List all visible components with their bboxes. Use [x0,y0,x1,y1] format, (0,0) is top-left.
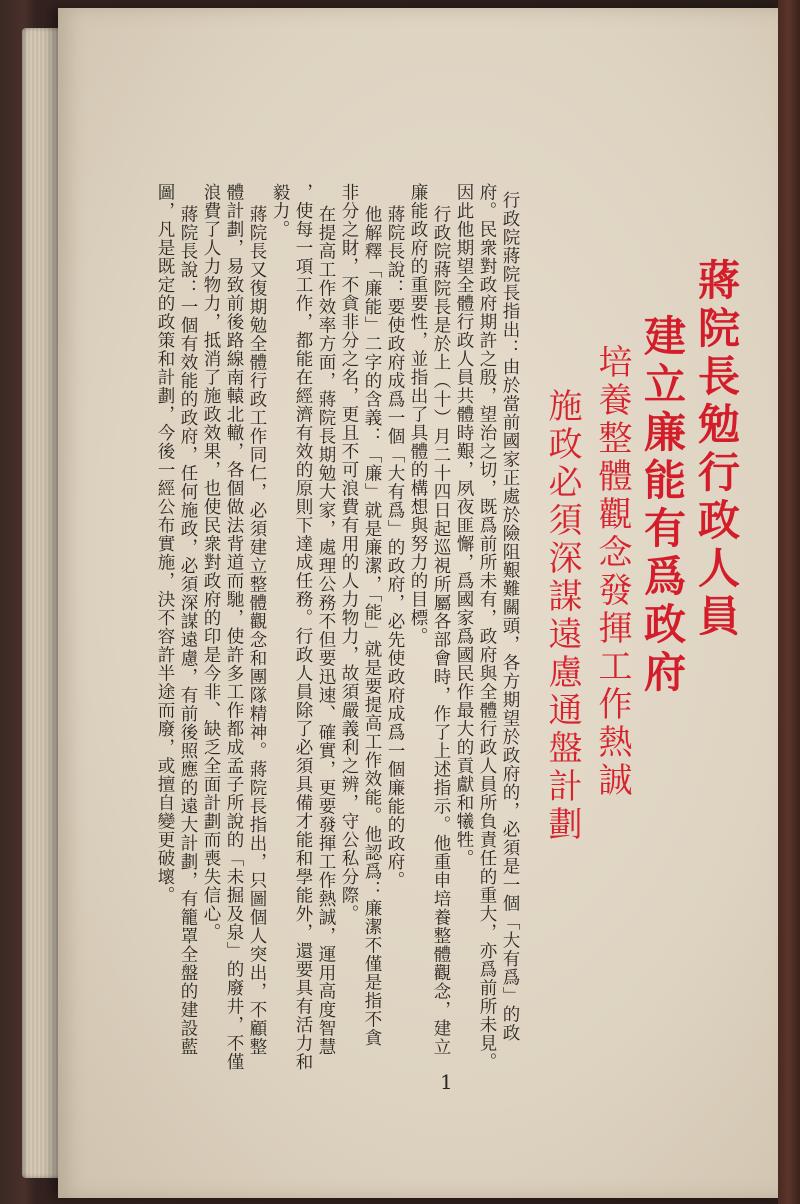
title-line-1: 蔣院長勉行政人員 [692,258,741,642]
body-column: 蔣院長又復期勉全體行政工作同仁，必須建立整體觀念和團隊精神。蔣院長指出，只圖個人突出，不顧整 [247,205,267,1056]
body-column: 他解釋「廉能」二字的含義：「廉」就是廉潔，「能」就是要提高工作效能。他認爲：廉潔不僅是指不貪 [362,205,382,1048]
body-column: 行政院蔣院長指出：由於當前國家正處於險阻艱難關頭，各方期望於政府的，必須是一個「大有爲」的政 [500,191,520,1042]
body-column: 廉能政府的重要性，並指出了具體的構想與努力的目標。 [408,183,428,646]
title-line-2: 建立廉能有爲政府 [638,314,687,698]
body-column: ，使每一項工作，都能在經濟有效的原則下達成任務。行政人員除了必須具備才能和學能外，還要具有活力和 [293,183,313,1071]
body-column: 毅力。 [270,183,290,239]
body-column: 蔣院長說：一個有效能的政府，任何施政，必須深謀遠慮，有前後照應的遠大計劃，有籠罩全盤的建設藍 [178,205,198,1056]
body-column: 府。民衆對政府期許之殷，望治之切，既爲前所未有，政府與全體行政人員所負責任的重大，亦爲前所未見。 [477,183,497,1071]
body-column: 行政院蔣院長是於上（十）月二十四日起巡視所屬各部會時，作了上述指示。他重申培養整體觀念，建立 [431,205,451,1056]
body-column: 圖，凡是既定的政策和計劃，今後一經公布實施，決不容許半途而廢，或擅自變更破壞。 [155,183,175,905]
subtitle-line-1: 培養整體觀念發揮工作熱誠 [592,344,632,800]
body-column: 在提高工作效率方面，蔣院長期勉大家，處理公務不但要迅速、確實，更要發揮工作熱誠，運用高度智慧 [316,205,336,1056]
stacked-page-edges [22,28,62,1178]
book-page [58,8,780,1198]
body-column: 浪費了人力物力，抵消了施政效果，也使民衆對政府的印是今非、缺乏全面計劃而喪失信心。 [201,183,221,942]
subtitle-line-2: 施政必須深謀遠慮通盤計劃 [542,388,582,844]
body-column: 體計劃，易致前後路線南轅北轍，各個做法背道而馳，使許多工作都成孟子所說的「未掘及泉」的廢井，不僅 [224,183,244,1071]
body-column: 非分之財，不貪非分之名，更且不可浪費有用的人力物力，故須嚴義利之辨，守公私分際。 [339,183,359,923]
book-cover-edge [778,0,800,1204]
body-column: 因此他期望全體行政人員共體時艱，夙夜匪懈，爲國家爲國民作最大的貢獻和犧牲。 [454,183,474,868]
page-number: 1 [440,1070,453,1094]
body-column: 蔣院長說：要使政府成爲一個「大有爲」的政府，必先使政府成爲一個廉能的政府。 [385,205,405,890]
